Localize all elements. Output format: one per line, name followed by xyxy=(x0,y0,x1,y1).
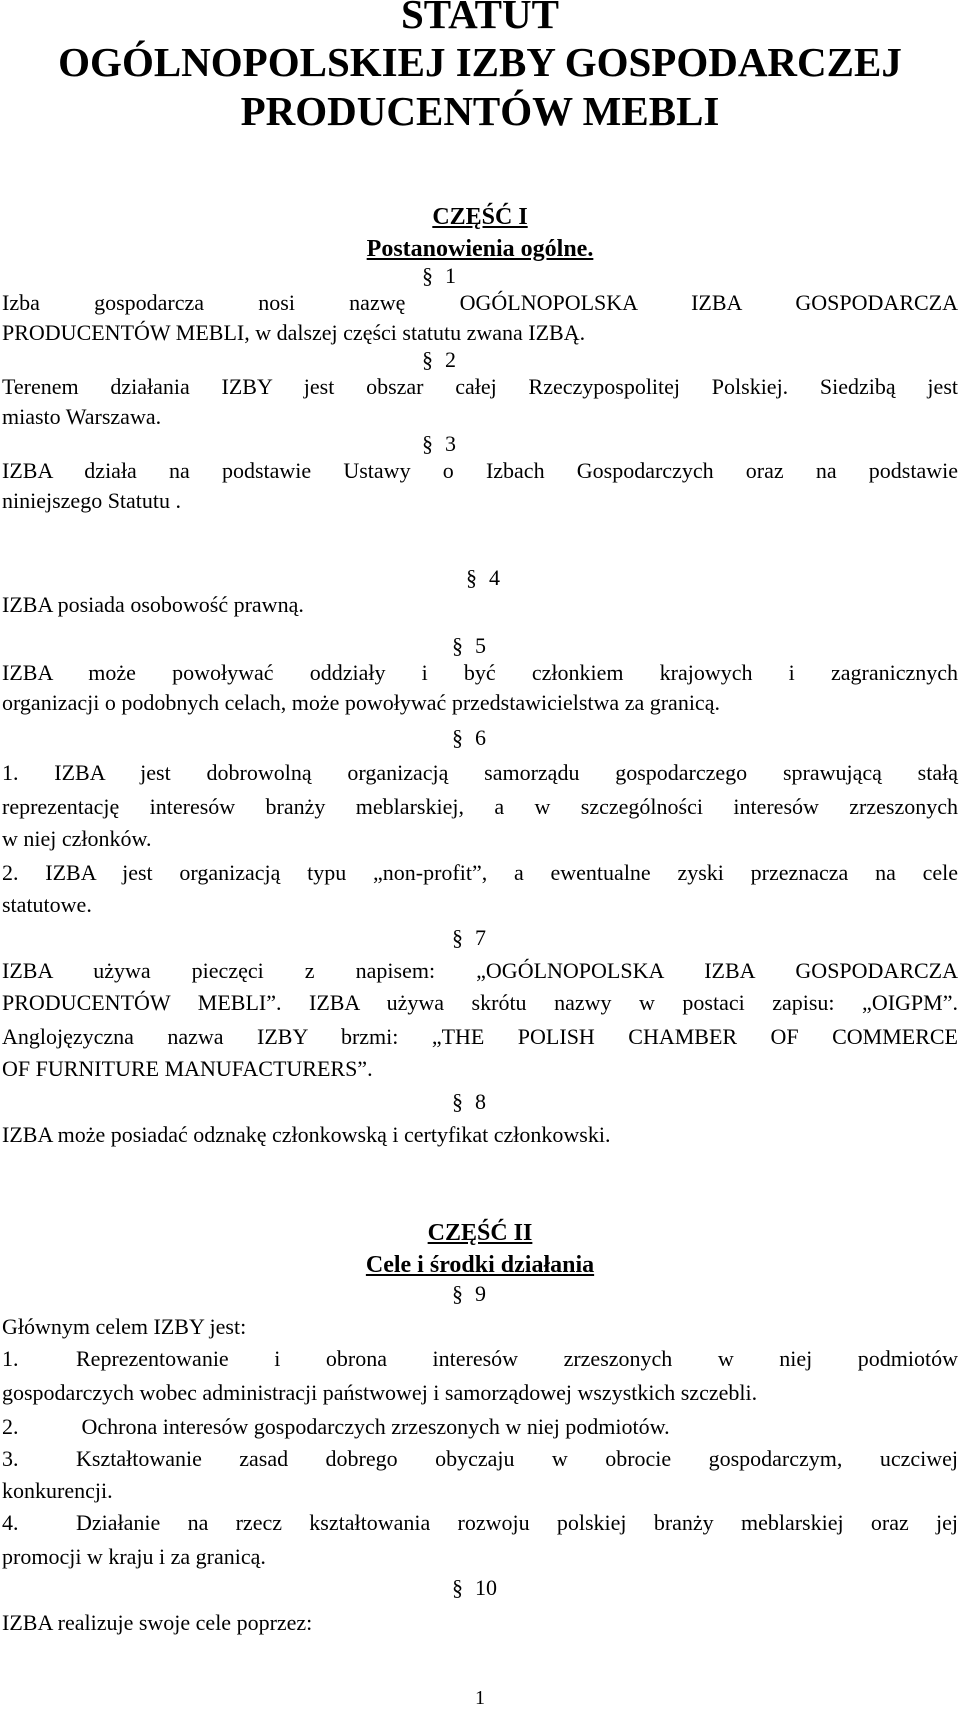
paragraph-line: statutowe. xyxy=(2,892,92,917)
paragraph-line: 1. IZBA jest dobrowolną organizacją samorządu gospodarczego sprawującą stałą xyxy=(2,760,958,785)
section-mark: § xyxy=(452,1089,463,1114)
paragraph-line: IZBA działa na podstawie Ustawy o Izbach Gospodarczych oraz na podstawie xyxy=(2,458,958,483)
title-statut: STATUT xyxy=(401,0,559,37)
section-10-heading xyxy=(452,1574,497,1602)
paragraph-line: PRODUCENTÓW MEBLI”. IZBA używa skrótu nazwy w postaci zapisu: „OIGPM”. xyxy=(2,990,958,1015)
paragraph-line: PRODUCENTÓW MEBLI, w dalszej części statutu zwana IZBĄ. xyxy=(2,320,586,345)
page-number: 1 xyxy=(475,1687,485,1709)
section-2-heading xyxy=(422,346,456,374)
list-item-number: 1. xyxy=(2,1346,19,1371)
paragraph-line: OF FURNITURE MANUFACTURERS”. xyxy=(2,1056,373,1081)
paragraph-line: w niej członków. xyxy=(2,826,152,851)
part-2-label: CZĘŚĆ II xyxy=(427,1220,533,1246)
section-mark: § xyxy=(466,565,477,590)
list-item-text: Działanie na rzecz kształtowania rozwoju polskiej branży meblarskiej oraz jej xyxy=(76,1510,958,1535)
paragraph-line: IZBA może posiadać odznakę członkowską i certyfikat członkowski. xyxy=(2,1122,611,1147)
section-number: 5 xyxy=(475,633,486,658)
list-item-text: Ochrona interesów gospodarczych zrzeszonych w niej podmiotów. xyxy=(81,1414,670,1439)
paragraph-line: miasto Warszawa. xyxy=(2,404,162,429)
paragraph-line: reprezentację interesów branży meblarskiej, a w szczególności interesów zrzeszonych xyxy=(2,794,958,819)
paragraph-line: gospodarczych wobec administracji państwowej i samorządowej wszystkich szczebli. xyxy=(2,1380,758,1405)
section-6-heading xyxy=(452,724,486,752)
paragraph-line: IZBA używa pieczęci z napisem: „OGÓLNOPOLSKA IZBA GOSPODARCZA xyxy=(2,958,958,983)
list-item xyxy=(2,1444,958,1474)
paragraph-line: IZBA może powoływać oddziały i być członkiem krajowych i zagranicznych xyxy=(2,660,958,685)
section-mark: § xyxy=(452,1575,463,1600)
section-number: 6 xyxy=(475,725,486,750)
section-mark: § xyxy=(452,633,463,658)
section-number: 2 xyxy=(445,347,456,372)
paragraph-line: konkurencji. xyxy=(2,1478,113,1503)
section-number: 9 xyxy=(475,1281,486,1306)
section-number: 8 xyxy=(475,1089,486,1114)
section-number: 4 xyxy=(489,565,500,590)
section-number: 3 xyxy=(445,431,456,456)
list-item-text: Kształtowanie zasad dobrego obyczaju w obrocie gospodarczym, uczciwej xyxy=(76,1446,958,1471)
part-1-title: Postanowienia ogólne. xyxy=(366,236,594,262)
section-number: 10 xyxy=(475,1575,497,1600)
list-item-number: 4. xyxy=(2,1510,19,1535)
paragraph-line: IZBA realizuje swoje cele poprzez: xyxy=(2,1610,313,1635)
section-number: 1 xyxy=(445,263,456,288)
section-5-heading xyxy=(452,632,486,660)
section-mark: § xyxy=(452,1281,463,1306)
list-item xyxy=(2,1412,670,1442)
section-mark: § xyxy=(422,431,433,456)
paragraph-line: niniejszego Statutu . xyxy=(2,488,182,513)
section-3-heading xyxy=(422,430,456,458)
section-mark: § xyxy=(422,347,433,372)
paragraph-line: IZBA posiada osobowość prawną. xyxy=(2,592,304,617)
section-number: 7 xyxy=(475,925,486,950)
paragraph-line: Głównym celem IZBY jest: xyxy=(2,1314,247,1339)
list-item-text: Reprezentowanie i obrona interesów zrzeszonych w niej podmiotów xyxy=(76,1346,958,1371)
list-item-number: 2. xyxy=(2,1414,19,1439)
list-item xyxy=(2,1508,958,1538)
section-7-heading xyxy=(452,924,486,952)
section-mark: § xyxy=(452,925,463,950)
section-1-heading xyxy=(422,262,456,290)
title-organization-cont: PRODUCENTÓW MEBLI xyxy=(240,88,720,134)
section-4-heading xyxy=(466,564,500,592)
paragraph-line: organizacji o podobnych celach, może powoływać przedstawicielstwa za granicą. xyxy=(2,690,720,715)
list-item-number: 3. xyxy=(2,1446,19,1471)
list-item xyxy=(2,1344,958,1374)
section-mark: § xyxy=(452,725,463,750)
paragraph-line: promocji w kraju i za granicą. xyxy=(2,1544,266,1569)
section-9-heading xyxy=(452,1280,486,1308)
section-mark: § xyxy=(422,263,433,288)
paragraph-line: 2. IZBA jest organizacją typu „non-profit”, a ewentualne zyski przeznacza na cele xyxy=(2,860,958,885)
paragraph-line: Anglojęzyczna nazwa IZBY brzmi: „THE POLISH CHAMBER OF COMMERCE xyxy=(2,1024,958,1049)
title-organization: OGÓLNOPOLSKIEJ IZBY GOSPODARCZEJ xyxy=(58,39,902,85)
part-2-title: Cele i środki działania xyxy=(365,1252,595,1278)
section-8-heading xyxy=(452,1088,486,1116)
paragraph-line: Terenem działania IZBY jest obszar całej Rzeczypospolitej Polskiej. Siedzibą jest xyxy=(2,374,958,399)
part-1-label: CZĘŚĆ I xyxy=(432,204,528,230)
paragraph-line: Izba gospodarcza nosi nazwę OGÓLNOPOLSKA IZBA GOSPODARCZA xyxy=(2,290,958,315)
